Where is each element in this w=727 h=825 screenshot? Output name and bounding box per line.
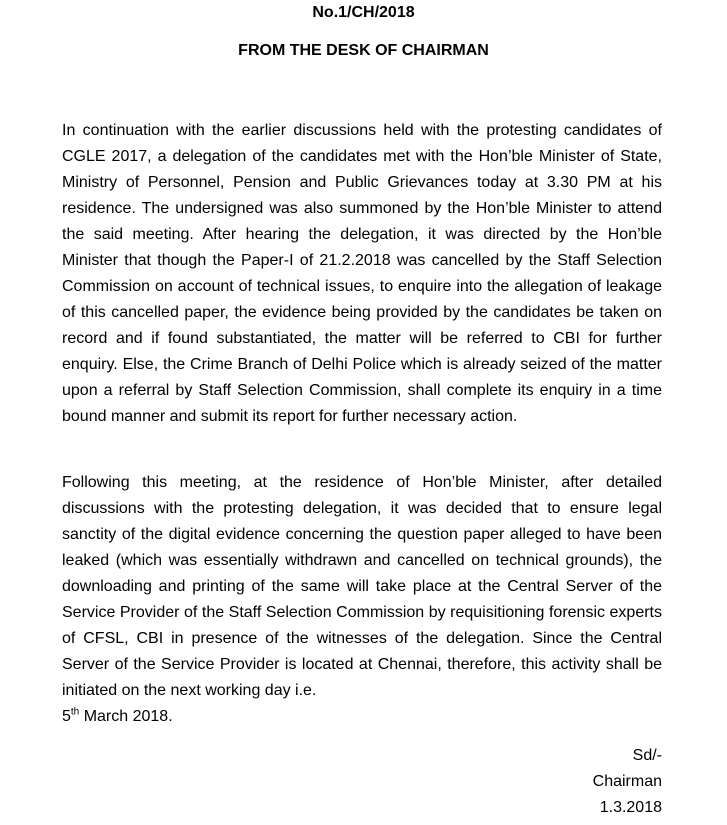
- signature-block: [593, 743, 662, 821]
- date-day: 5: [62, 708, 71, 725]
- document-number: No.1/CH/2018: [312, 4, 415, 21]
- signature-designation: Chairman: [592, 773, 662, 790]
- document-title: FROM THE DESK OF CHAIRMAN: [238, 42, 489, 59]
- date-ordinal-suffix: th: [70, 706, 80, 718]
- paragraph-2: [62, 470, 662, 730]
- signature-sd: Sd/-: [632, 747, 662, 764]
- signature-date: 1.3.2018: [599, 799, 662, 816]
- paragraph-2-text: Following this meeting, at the residence of Hon’ble Minister, after detailed discussions with the protesting delegation, it was decided that to ensure legal sanctity of the digital evidence concerning the question paper alleged to have been leaked (which was essentially withdrawn and cancelled on technical grounds), the downloading and printing of the same will take place at the Central Server of the Service Provider of the Staff Selection Commission by requisitioning forensic experts of CFSL, CBI in presence of the witnesses of the delegation. Since the Central Server of the Service Provider is located at Chennai, therefore, this activity shall be initiated on the next working day i.e.: [62, 474, 662, 699]
- paragraph-1: In continuation with the earlier discussions held with the protesting candidates of CGLE 2017, a delegation of the candidates met with the Hon’ble Minister of State, Ministry of Personnel, Pension and Public Grievances today at 3.30 PM at his residence. The undersigned was also summoned by the Hon’ble Minister to attend the said meeting. After hearing the delegation, it was directed by the Hon’ble Minister that though the Paper-I of 21.2.2018 was cancelled by the Staff Selection Commission on account of technical issues, to enquire into the allegation of leakage of this cancelled paper, the evidence being provided by the candidates be taken on record and if found substantiated, the matter will be referred to CBI for further enquiry. Else, the Crime Branch of Delhi Police which is already seized of the matter upon a referral by Staff Selection Commission, shall complete its enquiry in a time bound manner and submit its report for further necessary action.: [62, 122, 662, 425]
- date-rest: March 2018.: [79, 708, 173, 725]
